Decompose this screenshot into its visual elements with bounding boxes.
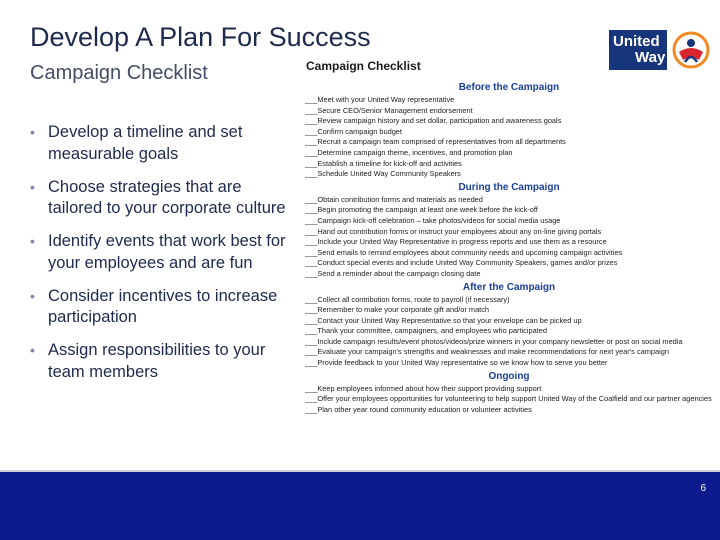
footer-bar	[0, 472, 720, 540]
checklist-blank: ___	[305, 247, 318, 257]
logo-line-1: United	[613, 32, 660, 50]
checklist-item	[305, 205, 713, 216]
checklist-item-text: Schedule United Way Community Speakers	[317, 169, 461, 179]
checklist-item-text: Plan other year round community education or volunteer activities	[317, 404, 532, 414]
checklist-section-title: After the Campaign	[462, 281, 556, 293]
checklist-blank: ___	[305, 205, 318, 215]
checklist-blank: ___	[305, 383, 318, 393]
checklist-section	[305, 81, 713, 180]
checklist-blank: ___	[305, 305, 318, 315]
checklist-item	[305, 216, 713, 227]
checklist-item-text: Recruit a campaign team comprised of representatives from all departments	[317, 137, 566, 147]
logo-line-2: Way	[635, 48, 666, 66]
checklist-heading: Campaign Checklist	[306, 59, 421, 73]
checklist-item	[305, 316, 713, 327]
checklist-blank: ___	[305, 394, 318, 404]
checklist-item	[305, 269, 713, 280]
checklist-item-text: Evaluate your campaign's strengths and weaknesses and make recommendations for next year's campaign	[317, 347, 669, 357]
checklist-section	[305, 281, 713, 369]
checklist-section	[305, 370, 713, 416]
checklist-item-text: Keep employees informed about how their support providing support	[317, 383, 542, 393]
bullet-item: • Assign responsibilities to your team members	[30, 341, 266, 381]
checklist-item	[305, 337, 713, 348]
checklist-section-title: Ongoing	[488, 370, 530, 382]
bullet-item: • Choose strategies that are tailored to your corporate culture	[30, 177, 286, 217]
checklist-item-text: Hand out contribution forms or instruct your employees about any on-line giving portals	[317, 226, 602, 236]
checklist-item-text: Meet with your United Way representative	[317, 95, 455, 104]
checklist-blank: ___	[305, 237, 318, 247]
checklist-item-text: Offer your employees opportunities for volunteering to help support United Way of the Coalfield and our partner agencies	[317, 394, 712, 404]
checklist-blank: ___	[305, 326, 318, 336]
logo-wordmark	[609, 30, 667, 70]
bullet-dot-icon: •	[30, 178, 35, 195]
checklist-blank: ___	[305, 358, 318, 368]
checklist-item	[305, 384, 713, 395]
checklist-section-title: During the Campaign	[458, 181, 560, 193]
checklist-item	[305, 227, 713, 238]
united-way-logo	[609, 27, 713, 72]
united-way-hand-icon	[671, 30, 711, 70]
checklist-blank: ___	[305, 294, 318, 304]
campaign-checklist	[305, 81, 713, 416]
checklist-item-text: Contact your United Way Representative so that your envelope can be picked up	[317, 315, 582, 325]
checklist-blank: ___	[305, 95, 318, 104]
checklist-blank: ___	[305, 215, 318, 225]
checklist-blank: ___	[305, 169, 318, 179]
bullet-dot-icon: •	[30, 287, 35, 304]
checklist-item-text: Campaign kick-off celebration – take photos/videos for social media usage	[317, 215, 561, 225]
checklist-blank: ___	[305, 158, 318, 168]
checklist-item-text: Review campaign history and set dollar, participation and awareness goals	[317, 116, 562, 126]
checklist-item-text: Begin promoting the campaign at least one week before the kick-off	[317, 205, 538, 215]
checklist-item-text: Determine campaign theme, incentives, and promotion plan	[317, 147, 513, 157]
checklist-item	[305, 127, 713, 138]
checklist-item	[305, 169, 713, 180]
checklist-item	[305, 258, 713, 269]
checklist-item	[305, 358, 713, 369]
checklist-blank: ___	[305, 258, 318, 268]
bullet-dot-icon: •	[30, 124, 35, 140]
checklist-item-text: Send emails to remind employees about community needs and upcoming campaign activities	[317, 247, 623, 257]
checklist-item-text: Conduct special events and include United Way Community Speakers, games and/or prizes	[317, 258, 618, 268]
checklist-item	[305, 116, 713, 127]
checklist-item-text: Obtain contribution forms and materials as needed	[317, 194, 483, 204]
checklist-item-text: Collect all contribution forms, route to payroll (if necessary)	[317, 294, 510, 304]
checklist-item	[305, 347, 713, 358]
bullet-dot-icon: •	[30, 342, 35, 358]
checklist-item-text: Remember to make your corporate gift and/or match	[317, 305, 490, 315]
checklist-blank: ___	[305, 116, 318, 126]
bullet-item: • Consider incentives to increase participation	[30, 286, 278, 326]
checklist-item-text: Secure CEO/Senior Management endorsement	[317, 105, 473, 115]
checklist-item	[305, 326, 713, 337]
bullet-item: • Develop a timeline and set measurable goals	[30, 123, 243, 163]
checklist-item	[305, 159, 713, 170]
checklist-item-text: Thank your committee, campaigners, and employees who participated	[317, 326, 547, 336]
checklist-item	[305, 106, 713, 117]
checklist-item-text: Establish a timeline for kick-off and activities	[317, 158, 462, 168]
checklist-item	[305, 295, 713, 306]
checklist-blank: ___	[305, 226, 318, 236]
checklist-blank: ___	[305, 404, 318, 414]
checklist-item	[305, 305, 713, 316]
checklist-section	[305, 181, 713, 280]
checklist-blank: ___	[305, 194, 318, 204]
checklist-blank: ___	[305, 137, 318, 147]
checklist-item-text: Include your United Way Representative in progress reports and use them as a resource	[317, 237, 607, 247]
checklist-item	[305, 95, 713, 106]
checklist-blank: ___	[305, 347, 318, 357]
checklist-blank: ___	[305, 336, 318, 346]
slide-subtitle: Campaign Checklist	[30, 62, 208, 84]
bullet-list	[30, 122, 292, 395]
checklist-item	[305, 405, 713, 416]
checklist-item	[305, 195, 713, 206]
checklist-item	[305, 148, 713, 159]
bullet-item: • Identify events that work best for your employees and are fun	[30, 232, 286, 272]
checklist-item-text: Include campaign results/event photos/videos/prize winners in your company newsletter or post on social media	[317, 336, 683, 346]
checklist-item	[305, 248, 713, 259]
checklist-item-text: Confirm campaign budget	[317, 126, 402, 136]
slide-title: Develop A Plan For Success	[30, 22, 371, 52]
checklist-section-title: Before the Campaign	[458, 82, 560, 93]
page-number: 6	[700, 483, 706, 494]
checklist-item	[305, 394, 713, 405]
checklist-blank: ___	[305, 147, 318, 157]
checklist-item	[305, 137, 713, 148]
checklist-item-text: Provide feedback to your United Way representative so we know how to serve you better	[317, 358, 608, 368]
checklist-item-text: Send a reminder about the campaign closing date	[317, 268, 481, 278]
checklist-blank: ___	[305, 315, 318, 325]
bullet-dot-icon: •	[30, 233, 35, 249]
checklist-blank: ___	[305, 105, 318, 115]
checklist-item	[305, 237, 713, 248]
checklist-blank: ___	[305, 126, 318, 136]
checklist-blank: ___	[305, 268, 318, 278]
